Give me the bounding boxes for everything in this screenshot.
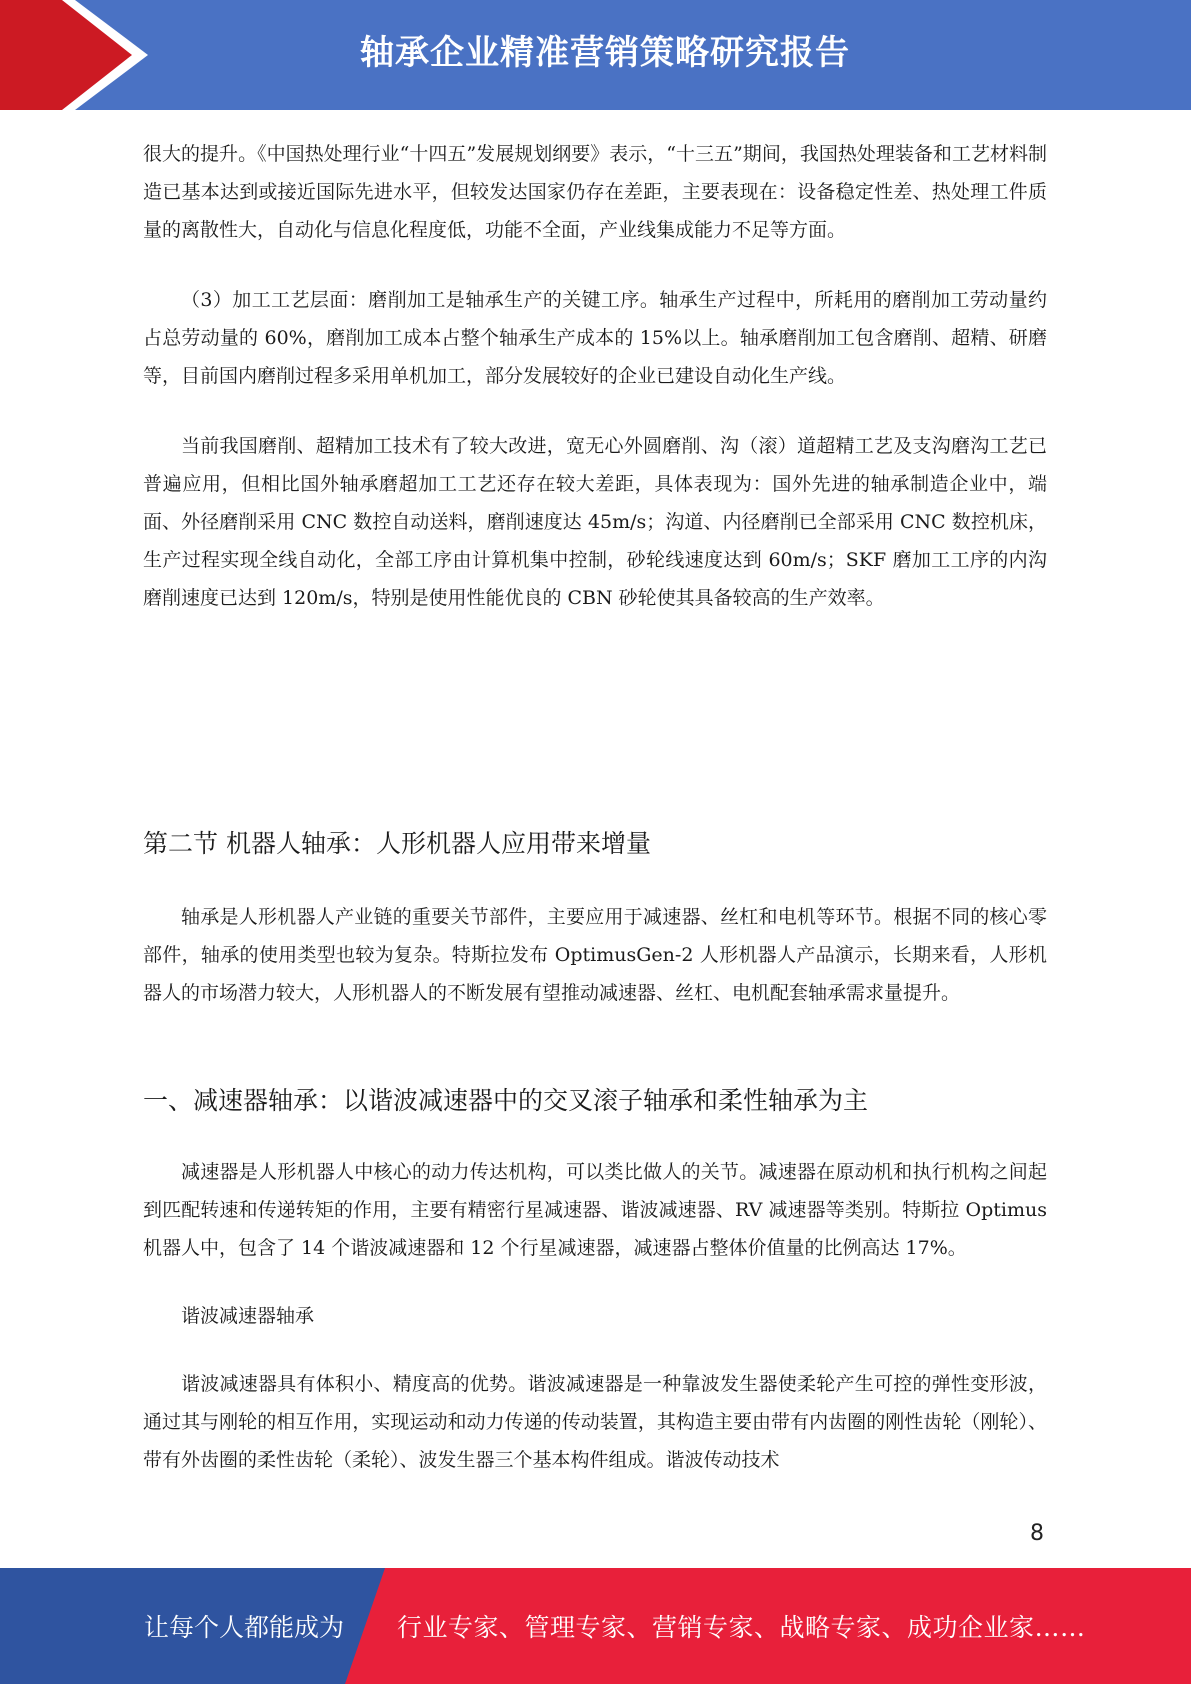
page-footer (0, 1568, 1191, 1684)
body-text-top (143, 135, 1047, 617)
paragraph-grinding-comparison: 当前我国磨削、超精加工技术有了较大改进，宽无心外圆磨削、沟（滚）道超精工艺及支沟磨沟工艺已普遍应用，但相比国外轴承磨超加工工艺还存在较大差距，具体表现为：国外先进的轴承制造企业中，端面、外径磨削采用 CNC 数控自动送料，磨削速度达 45m/s；沟道、内径磨削已全部采用 CNC 数控机床，生产过程实现全线自动化，全部工序由计算机集中控制，砂轮线速度达到 60m/s；SKF 磨加工工序的内沟磨削速度已达到 120m/s，特别是使用性能优良的 CBN 砂轮使其具备较高的生产效率。 (143, 435, 1047, 609)
paragraph-robot-bearing-intro: 轴承是人形机器人产业链的重要关节部件，主要应用于减速器、丝杠和电机等环节。根据不同的核心零部件，轴承的使用类型也较为复杂。特斯拉发布 OptimusGen-2 人形机器人产品演示，长期来看，人形机器人的市场潜力较大，人形机器人的不断发展有望推动减速器、丝杠、电机配套轴承需求量提升。 (143, 906, 1047, 1004)
page-number: 8 (1030, 1521, 1044, 1546)
paragraph-machining: （3）加工工艺层面：磨削加工是轴承生产的关键工序。轴承生产过程中，所耗用的磨削加工劳动量约占总劳动量的 60%，磨削加工成本占整个轴承生产成本的 15%以上。轴承磨削加工包含磨削、超精、研磨等，目前国内磨削过程多采用单机加工，部分发展较好的企业已建设自动化生产线。 (143, 289, 1047, 387)
page-header (0, 0, 1191, 110)
footer-slogan-right: 行业专家、管理专家、营销专家、战略专家、成功企业家…… (397, 1613, 1086, 1642)
section-heading: 第二节 机器人轴承：人形机器人应用带来增量 (143, 829, 651, 858)
subsection-heading: 一、减速器轴承：以谐波减速器中的交叉滚子轴承和柔性轴承为主 (143, 1086, 869, 1115)
paragraph-heat-treatment: 很大的提升。《中国热处理行业“十四五”发展规划纲要》表示，“十三五”期间，我国热处理装备和工艺材料制造已基本达到或接近国际先进水平，但较发达国家仍存在差距，主要表现在：设备稳定性差、热处理工件质量的离散性大，自动化与信息化程度低，功能不全面，产业线集成能力不足等方面。 (143, 143, 1047, 241)
section-intro-block (143, 898, 1047, 1012)
paragraph-reducer: 减速器是人形机器人中核心的动力传达机构，可以类比做人的关节。减速器在原动机和执行机构之间起到匹配转速和传递转矩的作用，主要有精密行星减速器、谐波减速器、RV 减速器等类别。特斯拉 Optimus 机器人中，包含了 14 个谐波减速器和 12 个行星减速器，减速器占整体价值量的比例高达 17%。 (143, 1161, 1047, 1259)
report-title: 轴承企业精准营销策略研究报告 (360, 33, 850, 73)
paragraph-harmonic-reducer: 谐波减速器具有体积小、精度高的优势。谐波减速器是一种靠波发生器使柔轮产生可控的弹性变形波，通过其与刚轮的相互作用，实现运动和动力传递的传动装置，其构造主要由带有内齿圈的刚性齿轮（刚轮）、带有外齿圈的柔性齿轮（柔轮）、波发生器三个基本构件组成。谐波传动技术 (143, 1373, 1047, 1471)
footer-slogan-left: 让每个人都能成为 (144, 1613, 345, 1642)
subsection-body (143, 1153, 1047, 1479)
label-harmonic-bearing: 谐波减速器轴承 (181, 1305, 315, 1327)
